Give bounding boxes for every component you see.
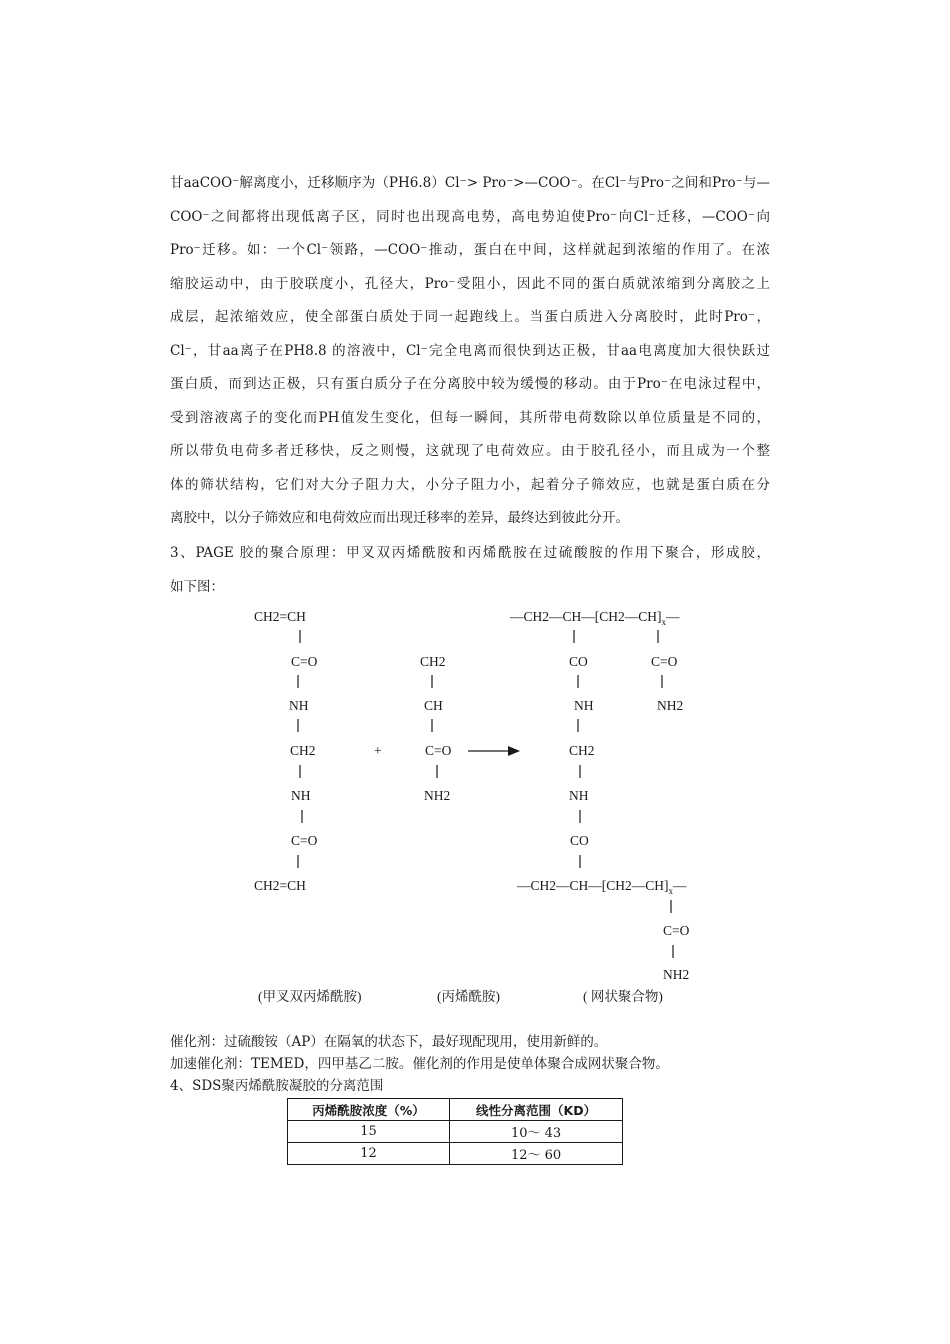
table-header-row: [288, 1099, 623, 1121]
bis-carbonyl-2: C=O: [291, 833, 318, 848]
caption-polymer: ( 网状聚合物): [583, 989, 663, 1004]
bis-carbonyl-1: C=O: [291, 654, 318, 669]
reaction-arrow-head: [508, 746, 520, 756]
paragraph-line: 甘aaCOO⁻解离度小，迁移顺序为（PH6.8）Cl⁻> Pro⁻>—COO⁻。在Cl⁻与Pro⁻之间和Pro⁻与—: [170, 175, 770, 191]
polymer-side-nh2: NH2: [657, 698, 684, 713]
cell-concentration: 12: [288, 1143, 450, 1165]
section-4-title: 4、SDS聚丙烯酰胺凝胶的分离范围: [170, 1078, 384, 1094]
section-3-line: 如下图：: [170, 578, 224, 595]
section-3-line: 3、PAGE 胶的聚合原理：甲叉双丙烯酰胺和丙烯酰胺在过硫酸胺的作用下聚合，形成胶，: [170, 545, 770, 561]
table-row: [288, 1143, 623, 1165]
paragraph-line: 离胶中，以分子筛效应和电荷效应而出现迁移率的差异，最终达到彼此分开。: [170, 510, 629, 526]
polymer-bottom-carbonyl: C=O: [663, 923, 690, 938]
bis-amine-2: NH: [291, 788, 311, 803]
accelerator-text: 加速催化剂：TEMED，四甲基乙二胺。催化剂的作用是使单体聚合成网状聚合物。: [170, 1056, 669, 1072]
acryl-ch2: CH2: [420, 654, 446, 669]
acryl-nh2: NH2: [424, 788, 451, 803]
paragraph-line: 体的筛状结构，它们对大分子阻力大，小分子阻力小，起着分子筛效应，也就是蛋白质在分: [170, 476, 770, 493]
polymer-ch2: CH2: [569, 743, 595, 758]
polymer-nh-1: NH: [574, 698, 594, 713]
catalyst-text: 催化剂：过硫酸铵（AP）在隔氧的状态下，最好现配现用，使用新鲜的。: [170, 1034, 608, 1050]
header-concentration: 丙烯酰胺浓度（%）: [288, 1099, 450, 1121]
paragraph-line: 缩胶运动中，由于胶联度小，孔径大，Pro⁻受阻小，因此不同的蛋白质就浓缩到分离胶之上: [170, 275, 770, 292]
acryl-carbonyl: C=O: [425, 743, 452, 758]
bis-bottom: CH2=CH: [254, 878, 306, 893]
polymer-side-carbonyl: C=O: [651, 654, 678, 669]
plus-sign: +: [374, 743, 382, 758]
header-separation-range: 线性分离范围（KD）: [450, 1099, 623, 1121]
paragraph-line: Cl⁻，甘aa离子在PH8.8 的溶液中，Cl⁻完全电离而很快到达正极，甘aa电离度加大很快跃过: [170, 342, 770, 359]
paragraph-line: 所以带负电荷多者迁移快，反之则慢，这就现了电荷效应。由于胶孔径小，而且成为一个整: [170, 443, 770, 459]
paragraph-line: Pro⁻迁移。如：一个Cl⁻领路，—COO⁻推动，蛋白在中间，这样就起到浓缩的作用了。在浓: [170, 242, 770, 258]
paragraph-line: 成层，起浓缩效应，使全部蛋白质处于同一起跑线上。当蛋白质进入分离胶时，此时Pro⁻，: [170, 309, 770, 325]
acryl-ch: CH: [424, 698, 443, 713]
cell-range: 12～ 60: [450, 1143, 623, 1165]
polymer-bottom-nh2: NH2: [663, 967, 690, 982]
paragraph-line: 受到溶液离子的变化而PH值发生变化，但每一瞬间，其所带电荷数除以单位质量是不同的，: [170, 409, 770, 426]
bis-amine-1: NH: [289, 698, 309, 713]
caption-bisacrylamide: (甲叉双丙烯酰胺): [258, 989, 362, 1004]
bis-top: CH2=CH: [254, 609, 306, 624]
polymer-co-2: CO: [570, 833, 589, 848]
polymer-bottom-chain: $—CH2—CH—[CH2—CH]_x—$: [517, 878, 687, 896]
polymer-top-chain: $—CH2—CH—[CH2—CH]_x—$: [510, 609, 680, 627]
paragraph-line: 蛋白质，而到达正极，只有蛋白质分子在分离胶中较为缓慢的移动。由于Pro⁻在电泳过程中，: [170, 376, 770, 392]
bis-methylene: CH2: [290, 743, 316, 758]
table-row: [288, 1121, 623, 1143]
separation-range-table: [287, 1098, 623, 1165]
caption-acrylamide: (丙烯酰胺): [437, 989, 500, 1004]
paragraph-line: COO⁻之间都将出现低离子区，同时也出现高电势，高电势迫使Pro⁻向Cl⁻迁移，—COO⁻向: [170, 208, 770, 225]
polymer-co-1: CO: [569, 654, 588, 669]
polymer-nh-2: NH: [569, 788, 589, 803]
cell-concentration: 15: [288, 1121, 450, 1143]
cell-range: 10～ 43: [450, 1121, 623, 1143]
